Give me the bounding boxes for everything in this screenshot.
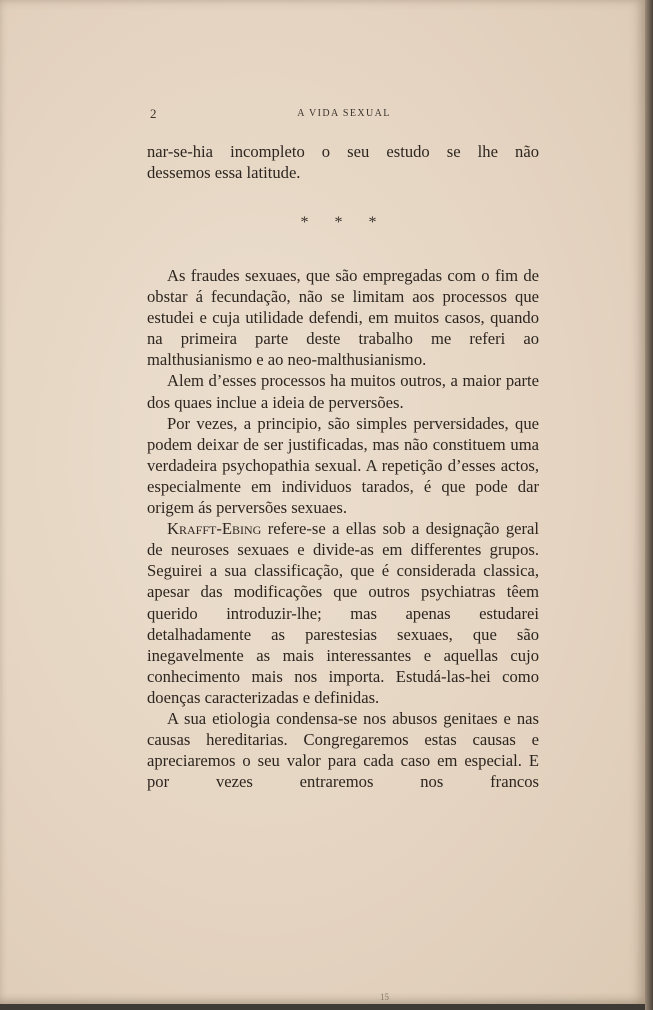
- paragraph: A sua etiologia condensa-se nos abusos genitaes e nas causas hereditarias. Congregaremos estas causas e apreciaremos o seu valor para cada caso em especial. E por vezes entraremos nos francos: [147, 708, 539, 792]
- author-name: Krafft-Ebing: [167, 519, 262, 539]
- text-line: nar-se-hia incompleto o seu estudo se lhe não: [147, 142, 539, 161]
- page-header: [150, 106, 538, 122]
- paragraph-text: refere-se a ellas sob a designação geral de neuroses sexuaes e divide-as em differentes grupos. Seguirei a sua classificação, que é considerada classica, apesar das modificações que outros psychiatras têem querido introduzir-lhe; mas apenas estudarei detalhadamente as parestesias sexuaes, que são inegavelmente as mais interessantes e aquellas cujo conhecimento mais nos importa. Estudá-las-hei como doenças caracterizadas e definidas.: [147, 519, 539, 707]
- page-number: 2: [150, 106, 157, 121]
- running-title: A VIDA SEXUAL: [297, 108, 391, 119]
- footer-mark: 15: [380, 992, 389, 1002]
- section-separator: * * *: [300, 214, 388, 231]
- body-text: [147, 265, 539, 792]
- page-edge: [645, 0, 653, 1010]
- text-line: dessemos essa latitude.: [147, 163, 301, 183]
- continued-text: [147, 141, 539, 183]
- paragraph: As fraudes sexuaes, que são empregadas com o fim de obstar á fecundação, não se limitam aos processos que estudei e cuja utilidade defendi, em muitos casos, quando na primeira parte deste trabalho me referi ao malthusianismo e ao neo-malthusianismo.: [147, 266, 539, 370]
- paragraph: Alem d’esses processos ha muitos outros, a maior parte dos quaes inclue a ideia de perversões.: [147, 371, 539, 412]
- paragraph: [147, 518, 539, 708]
- paragraph: Por vezes, a principio, são simples perversidades, que podem deixar de ser justificadas, mas não constituem uma verdadeira psychopathia sexual. A repetição d’esses actos, especialmente em individuos tarados, é que pode dar origem ás perversões sexuaes.: [147, 413, 539, 518]
